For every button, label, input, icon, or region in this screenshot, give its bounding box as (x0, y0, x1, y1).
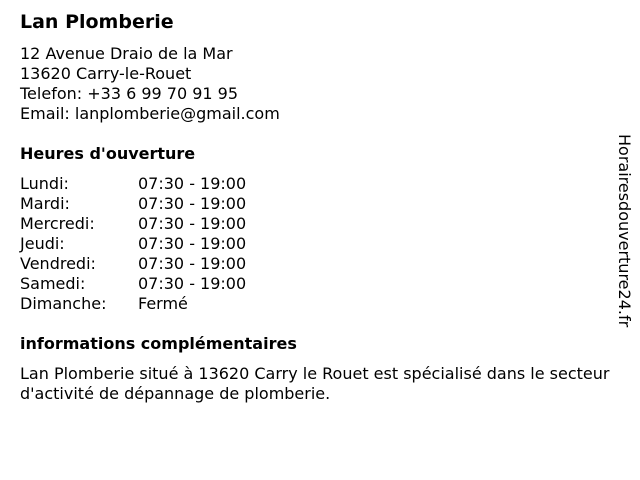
hours-time: Fermé (138, 294, 188, 313)
phone-number: Telefon: +33 6 99 70 91 95 (20, 84, 239, 103)
hours-day: Vendredi: (20, 254, 96, 273)
hours-time: 07:30 - 19:00 (138, 234, 247, 253)
hours-row-thursday (20, 234, 246, 254)
hours-row-sunday (20, 294, 246, 314)
site-watermark: Horairesdouverture24.fr (615, 134, 634, 328)
hours-day: Jeudi: (20, 234, 65, 253)
address-street: 12 Avenue Draio de la Mar (20, 44, 233, 63)
hours-row-tuesday (20, 194, 246, 214)
hours-time: 07:30 - 19:00 (138, 194, 247, 213)
additional-info-heading: informations complémentaires (20, 334, 297, 353)
business-contact-block (20, 44, 280, 124)
hours-time: 07:30 - 19:00 (138, 214, 247, 233)
business-name: Lan Plomberie (20, 11, 174, 33)
opening-hours-table (20, 174, 246, 314)
hours-time: 07:30 - 19:00 (138, 274, 247, 293)
email-address: Email: lanplomberie@gmail.com (20, 104, 280, 123)
address-city: 13620 Carry-le-Rouet (20, 64, 192, 83)
opening-hours-heading: Heures d'ouverture (20, 144, 196, 163)
hours-day: Dimanche: (20, 294, 107, 313)
hours-time: 07:30 - 19:00 (138, 254, 247, 273)
business-description: Lan Plomberie situé à 13620 Carry le Rouet est spécialisé dans le secteur d'activité de dépannage de plomberie. (20, 364, 610, 403)
hours-time: 07:30 - 19:00 (138, 174, 247, 193)
hours-row-friday (20, 254, 246, 274)
hours-day: Mardi: (20, 194, 70, 213)
hours-day: Samedi: (20, 274, 86, 293)
hours-day: Mercredi: (20, 214, 95, 233)
hours-day: Lundi: (20, 174, 69, 193)
hours-row-saturday (20, 274, 246, 294)
hours-row-monday (20, 174, 246, 194)
hours-row-wednesday (20, 214, 246, 234)
